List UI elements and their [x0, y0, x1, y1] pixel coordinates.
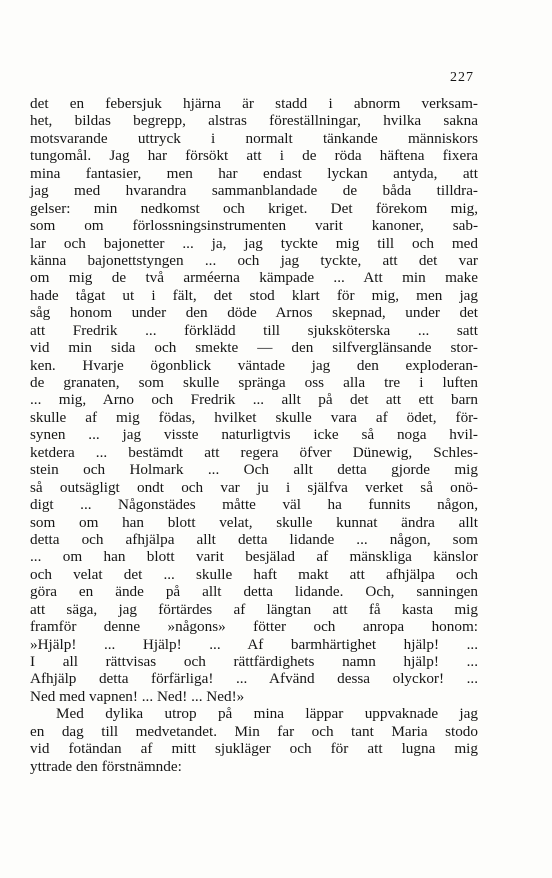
text-line: vid fotändan af mitt sjukläger och för att lugna mig	[30, 740, 478, 758]
text-line: synen ... jag visste naturligtvis icke så noga hvil-	[30, 426, 478, 444]
text-line: motsvarande uttryck i normalt tänkande människors	[30, 129, 478, 147]
text-line: stein och Holmark ... Och allt detta gjorde mig	[30, 461, 478, 479]
text-line: Afhjälp detta förfärliga! ... Afvänd dessa olyckor! ...	[30, 670, 478, 688]
text-line: yttrade den förstnämnde:	[30, 757, 182, 775]
text-line: I all rättvisas och rättfärdighets namn hjälp! ...	[30, 653, 478, 670]
page-number: 227	[450, 70, 474, 85]
text-line: jag med hvarandra sammanblandade de båda tilldra-	[30, 182, 478, 200]
text-line: ketdera ... bestämdt att regera öfver Dünewig, Schles-	[30, 443, 478, 461]
text-line: det en febersjuk hjärna är stadd i abnorm verksam-	[30, 95, 478, 112]
text-line: såg honom under den döde Arnos skepnad, under det	[30, 304, 478, 322]
text-line: skulle af mig födas, hvilket skulle vara af ödet, för-	[30, 408, 478, 426]
text-line: och velat det ... skulle haft makt att afhjälpa och	[30, 565, 478, 583]
text-line: hade tågat ut i fält, det stod klart för mig, men jag	[30, 286, 478, 304]
text-line: att säga, jag förtärdes af längtan att få kasta mig	[30, 600, 478, 618]
text-line: Ned med vapnen! ... Ned! ... Ned!»	[30, 687, 245, 705]
text-line: tungomål. Jag har försökt att i de röda häftena fixera	[30, 147, 478, 165]
text-line: en dag till medvetandet. Min far och tant Maria stodo	[30, 722, 478, 740]
text-line: ... mig, Arno och Fredrik ... allt på det att ett barn	[30, 391, 478, 409]
text-line: göra en ände på allt detta lidande. Och, sanningen	[30, 583, 478, 601]
text-line: digt ... Någonstädes måtte väl ha funnits någon,	[30, 496, 478, 514]
text-line: mina fantasier, men har endast lyckan antyda, att	[30, 164, 478, 182]
text-line: gelser: min nedkomst och kriget. Det förekom mig,	[30, 199, 478, 217]
text-line: lar och bajonetter ... ja, jag tyckte mig till och med	[30, 234, 478, 252]
text-line: känna bajonettstyngen ... och jag tyckte, att det var	[30, 251, 478, 269]
text-line: het, bildas begrepp, alstras föreställningar, hvilka sakna	[30, 112, 478, 130]
text-line: som om förlossningsinstrumenten varit kanoner, sab-	[30, 217, 478, 235]
text-line: vid min sida och smekte — den silfverglänsande stor-	[30, 339, 478, 357]
text-line: Med dylika utrop på mina läppar uppvaknade jag	[56, 705, 478, 723]
text-line: detta och afhjälpa allt detta lidande ... någon, som	[30, 530, 478, 548]
text-line: som om han blott velat, skulle kunnat ändra allt	[30, 513, 478, 531]
text-line: så outsägligt ondt och var ju i själfva verket så onö-	[30, 478, 478, 496]
text-line: ... om han blott varit besjälad af mänskliga känslor	[30, 548, 478, 566]
text-line: framför denne »någons» fötter och anropa honom:	[30, 618, 478, 636]
text-line: ken. Hvarje ögonblick väntade jag den exploderan-	[30, 356, 478, 374]
text-line: de granaten, som skulle spränga oss alla tre i luften	[30, 374, 478, 391]
text-line: att Fredrik ... förklädd till sjuksköterska ... satt	[30, 321, 478, 339]
text-line: »Hjälp! ... Hjälp! ... Af barmhärtighet hjälp! ...	[30, 635, 478, 653]
body-text	[30, 95, 478, 775]
text-line: om mig de två arméerna kämpade ... Att min make	[30, 269, 478, 287]
